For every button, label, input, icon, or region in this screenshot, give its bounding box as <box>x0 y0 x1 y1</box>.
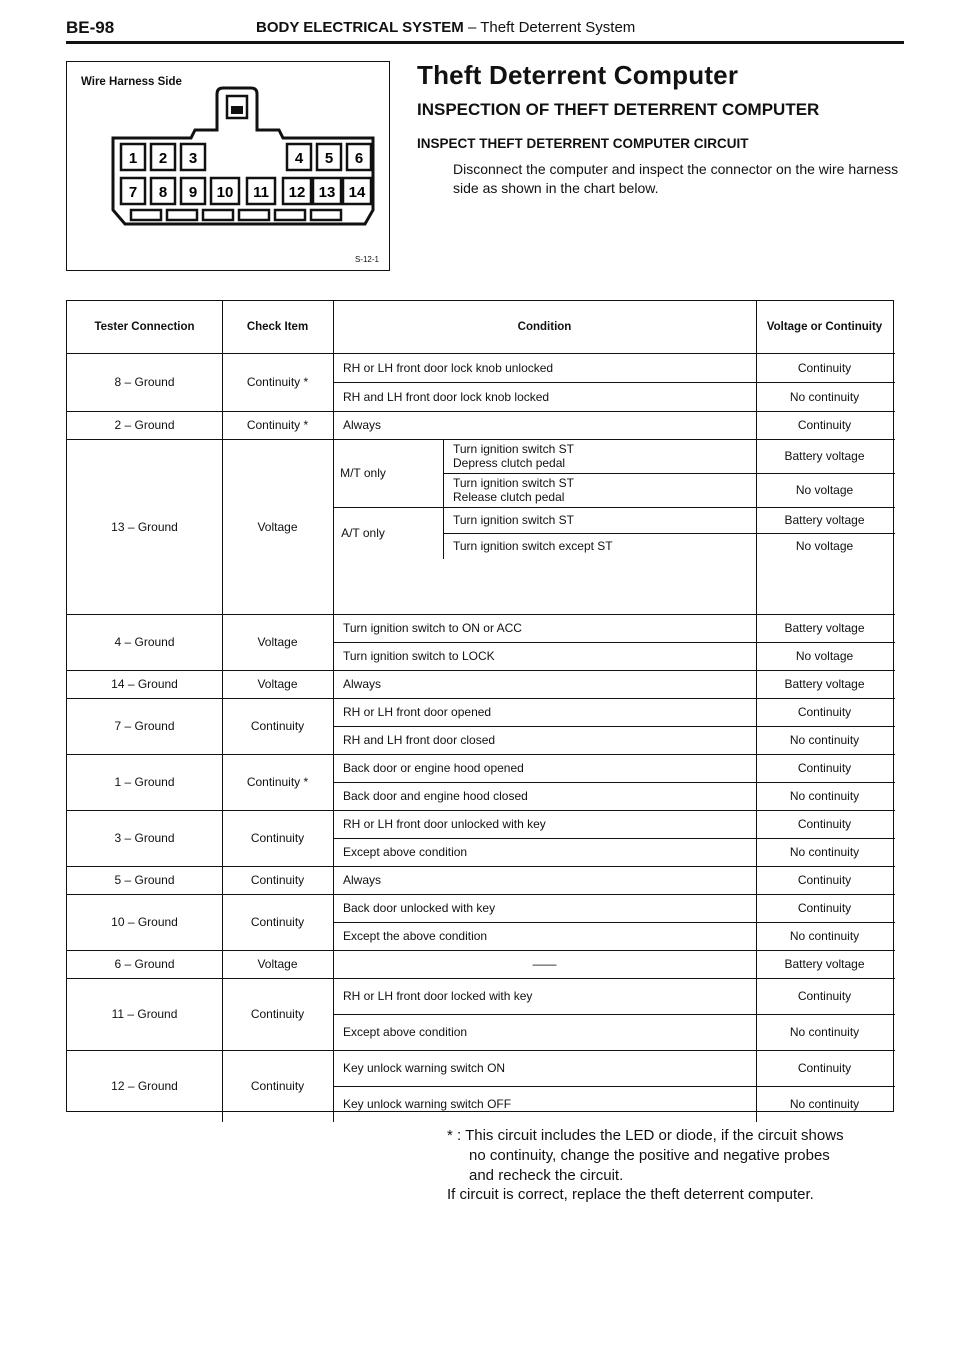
check-item-cell: Voltage <box>257 957 298 971</box>
connector-drawing <box>67 62 391 272</box>
condition-line: Turn ignition switch ST <box>453 476 574 490</box>
table-row-divider <box>333 838 895 839</box>
pin-number: 1 <box>128 150 138 167</box>
header-voltage-continuity: Voltage or Continuity <box>766 321 883 333</box>
tester-connection-cell: 2 – Ground <box>114 418 175 432</box>
condition-cell: Except the above condition <box>343 929 488 943</box>
tester-connection-cell: 13 – Ground <box>111 519 178 534</box>
pin-number: 7 <box>128 184 138 201</box>
table-row-divider <box>443 473 895 474</box>
condition-cell: Except above condition <box>343 1025 468 1039</box>
condition-cell <box>443 439 756 473</box>
pin-number: 8 <box>158 184 168 201</box>
head-dash: – <box>467 19 477 36</box>
tester-connection-cell: 4 – Ground <box>114 635 175 649</box>
result-cell: No continuity <box>789 1097 860 1111</box>
result-cell: Battery voltage <box>784 677 865 691</box>
pin-number: 6 <box>354 150 364 167</box>
table-row-divider <box>333 726 895 727</box>
tester-connection-cell: 3 – Ground <box>114 831 175 845</box>
diagram-code: S-12-1 <box>354 255 379 264</box>
diagram-label: Wire Harness Side <box>81 76 182 88</box>
check-item-cell: Voltage <box>257 519 298 534</box>
result-cell: Battery voltage <box>784 957 865 971</box>
condition-cell: RH or LH front door lock knob unlocked <box>343 360 554 375</box>
transmission-group-label: M/T only <box>340 466 386 480</box>
table-column-divider <box>222 301 223 1122</box>
pin-number: 11 <box>253 184 269 201</box>
section-name: BODY ELECTRICAL SYSTEM <box>256 19 464 36</box>
bottom-pin-row <box>121 178 371 204</box>
table-column-divider <box>333 301 334 1122</box>
check-item-cell: Continuity * <box>246 375 309 389</box>
top-pin-row <box>121 144 371 170</box>
pin-number: 9 <box>188 184 198 201</box>
result-cell: No voltage <box>795 483 854 497</box>
header-tester-connection: Tester Connection <box>94 321 195 333</box>
condition-cell: RH or LH front door unlocked with key <box>343 817 546 831</box>
pin-number: 12 <box>288 184 306 201</box>
footnote-line: no continuity, change the positive and negative probes <box>469 1147 830 1164</box>
tester-connection-cell: 5 – Ground <box>114 873 175 887</box>
table-row-divider <box>333 1014 895 1015</box>
result-cell: No continuity <box>789 1025 860 1039</box>
result-cell: No voltage <box>795 539 854 553</box>
condition-line: Turn ignition switch ST <box>453 513 574 527</box>
condition-cell: RH and LH front door closed <box>343 733 496 747</box>
connector-diagram <box>66 61 390 271</box>
condition-cell <box>443 507 756 533</box>
check-item-cell: Continuity <box>250 873 305 887</box>
page-number: BE-98 <box>66 18 115 37</box>
pin-number: 4 <box>294 150 304 167</box>
footnote-line: * : This circuit includes the LED or diode, if the circuit shows <box>447 1127 844 1144</box>
tester-connection-cell: 8 – Ground <box>114 375 175 389</box>
result-cell: No continuity <box>789 789 860 803</box>
pin-number: 5 <box>324 150 334 167</box>
condition-cell: Always <box>343 418 382 432</box>
result-cell: Continuity <box>797 989 852 1003</box>
condition-cell: Always <box>343 873 382 887</box>
tester-connection-cell: 10 – Ground <box>111 915 178 929</box>
condition-line: Turn ignition switch except ST <box>453 539 613 553</box>
condition-cell: Key unlock warning switch ON <box>343 1061 506 1075</box>
result-cell: No continuity <box>789 389 860 404</box>
result-cell: Battery voltage <box>784 621 865 635</box>
check-item-cell: Continuity <box>250 1007 305 1021</box>
table-row-divider <box>333 782 895 783</box>
tester-connection-cell: 7 – Ground <box>114 719 175 733</box>
condition-cell: Back door and engine hood closed <box>343 789 528 803</box>
condition-cell: Back door unlocked with key <box>343 901 496 915</box>
condition-cell: —— <box>532 957 557 971</box>
table-row-divider <box>333 642 895 643</box>
pin-number: 2 <box>158 150 168 167</box>
table-row-divider <box>333 922 895 923</box>
step-text: Disconnect the computer and inspect the connector on the wire harness side as shown in the chart below. <box>453 161 899 196</box>
result-cell: Continuity <box>797 418 852 432</box>
table-row-divider <box>333 382 895 383</box>
condition-line: Depress clutch pedal <box>453 456 566 470</box>
final-note: If circuit is correct, replace the theft deterrent computer. <box>447 1186 814 1203</box>
result-cell: Continuity <box>797 873 852 887</box>
condition-cell: Turn ignition switch to LOCK <box>343 649 495 663</box>
result-cell: No continuity <box>789 845 860 859</box>
result-cell: Continuity <box>797 817 852 831</box>
condition-line: Release clutch pedal <box>453 490 565 504</box>
tester-connection-cell: 14 – Ground <box>111 677 178 691</box>
subject-name: Theft Deterrent System <box>480 19 636 36</box>
check-item-cell: Continuity <box>250 719 305 733</box>
result-cell: Continuity <box>797 360 852 375</box>
condition-cell: Always <box>343 677 382 691</box>
check-item-cell: Voltage <box>257 635 298 649</box>
pin-number: 3 <box>188 150 198 167</box>
page-header <box>66 18 904 42</box>
result-cell: Continuity <box>797 1061 852 1075</box>
pin-number: 10 <box>216 184 234 201</box>
condition-cell: RH or LH front door locked with key <box>343 989 533 1003</box>
header-rule <box>66 41 904 44</box>
result-cell: Continuity <box>797 705 852 719</box>
condition-cell: Turn ignition switch to ON or ACC <box>343 621 522 635</box>
result-cell: Continuity <box>797 761 852 775</box>
check-item-cell: Voltage <box>257 677 298 691</box>
footnote <box>447 1126 897 1186</box>
result-cell: No continuity <box>789 733 860 747</box>
result-cell: No continuity <box>789 929 860 943</box>
inspection-table <box>66 300 894 1112</box>
section-title: Theft Deterrent Computer <box>417 60 739 90</box>
check-item-cell: Continuity <box>250 831 305 845</box>
table-row-divider <box>333 1086 895 1087</box>
check-item-cell: Continuity <box>250 1079 305 1093</box>
table-column-divider <box>756 301 757 1122</box>
header-check-item: Check Item <box>246 321 309 333</box>
transmission-group-label: A/T only <box>341 526 385 540</box>
condition-cell: Except above condition <box>343 845 468 859</box>
pin-number: 13 <box>318 184 336 201</box>
condition-cell: Back door or engine hood opened <box>343 761 524 775</box>
check-item-cell: Continuity * <box>246 775 309 789</box>
check-item-cell: Continuity <box>250 915 305 929</box>
condition-line: Turn ignition switch ST <box>453 442 574 456</box>
table-row-divider <box>443 533 895 534</box>
check-item-cell: Continuity * <box>246 418 309 432</box>
result-cell: No voltage <box>795 649 854 663</box>
step-title: INSPECT THEFT DETERRENT COMPUTER CIRCUIT <box>417 136 749 151</box>
footnote-line: and recheck the circuit. <box>469 1167 624 1184</box>
tester-connection-cell: 12 – Ground <box>111 1079 178 1093</box>
condition-cell: RH or LH front door opened <box>343 705 492 719</box>
result-cell: Battery voltage <box>784 513 865 527</box>
result-cell: Battery voltage <box>784 449 865 463</box>
result-cell: Continuity <box>797 901 852 915</box>
condition-cell <box>443 473 756 507</box>
condition-cell: RH and LH front door lock knob locked <box>343 389 550 404</box>
subsection-title: INSPECTION OF THEFT DETERRENT COMPUTER <box>417 100 820 119</box>
tester-connection-cell: 6 – Ground <box>114 957 175 971</box>
table-row-divider <box>333 507 895 508</box>
running-head <box>256 19 635 36</box>
pin-number: 14 <box>348 184 366 201</box>
tester-connection-cell: 11 – Ground <box>111 1007 178 1021</box>
header-condition: Condition <box>517 321 572 333</box>
condition-cell <box>443 533 756 559</box>
tester-connection-cell: 1 – Ground <box>114 775 175 789</box>
condition-cell: Key unlock warning switch OFF <box>343 1097 512 1111</box>
